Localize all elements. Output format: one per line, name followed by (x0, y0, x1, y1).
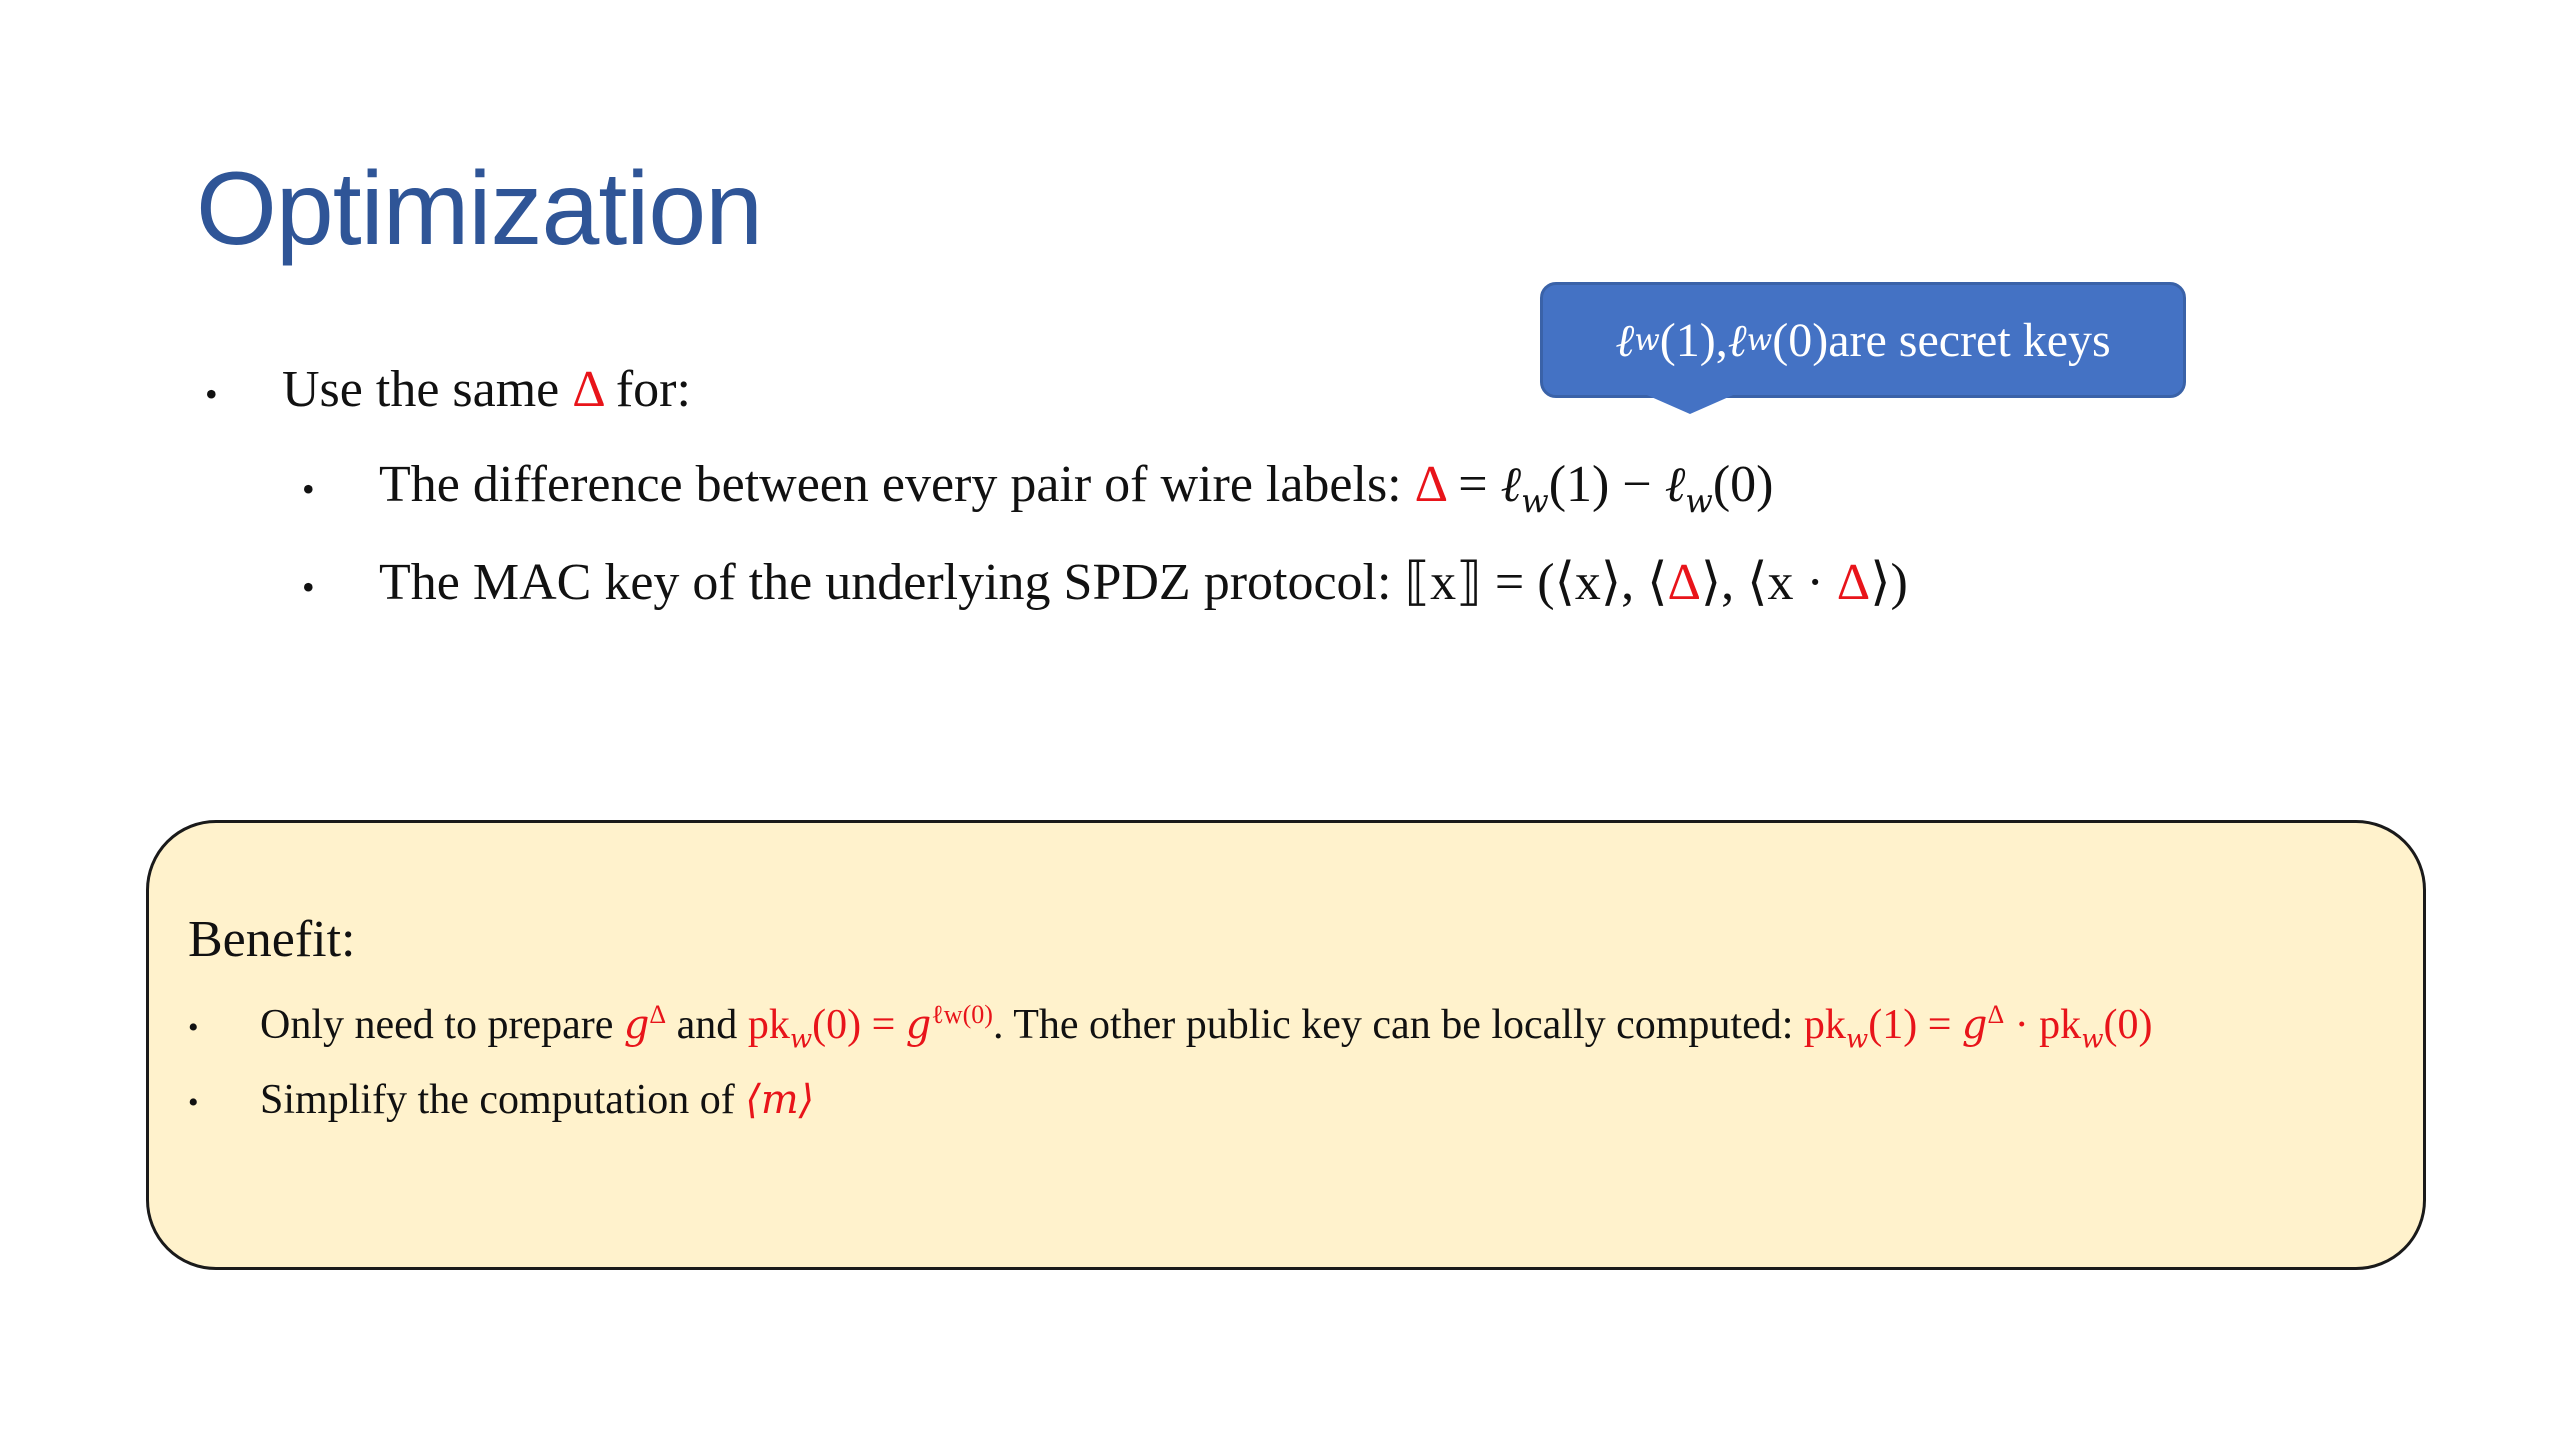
callout-bubble: ℓ w (1), ℓ w (0) are secret keys (1540, 282, 2186, 398)
bullet-dot: • (302, 469, 315, 510)
bullet-dot: • (188, 1011, 199, 1045)
callout-l1: ℓ (1615, 313, 1635, 367)
bullet-wire-labels: • The difference between every pair of wire labels: Δ = ℓ$_w$(1) − ℓ$_w$(0) (302, 455, 1774, 521)
callout-text: are secret keys (1828, 313, 2111, 367)
bullet-dot: • (188, 1086, 199, 1120)
delta-symbol: Δ (1667, 554, 1701, 611)
benefit-item-prepare: • Only need to prepare $g^\Delta$ and $pk_w(0) = g^{\ell w(0)}$. The other public key can be locally computed: $pk_w(1) = g^\Delta \cdot pk_w(0)$ (188, 1000, 2153, 1055)
bullet-dot: • (302, 567, 315, 608)
delta-symbol: Δ (572, 361, 603, 418)
benefit-title: Benefit: (188, 911, 356, 968)
message-share: ⟨m⟩ (745, 1077, 815, 1123)
slide-title: Optimization (196, 151, 762, 267)
delta-symbol: Δ (1836, 554, 1871, 611)
delta-symbol: Δ (1414, 456, 1446, 513)
benefit-item-simplify: • Simplify the computation of ⟨m⟩ (188, 1077, 815, 1123)
bullet-dot: • (205, 374, 218, 415)
bullet-mac-key: • The MAC key of the underlying SPDZ protocol: ⟦x⟧ = (⟨x⟩, ⟨Δ⟩, ⟨x · Δ⟩) (302, 554, 1908, 611)
bullet-level1: • Use the same Δ for: (205, 361, 691, 418)
callout-pointer (1640, 392, 1740, 414)
